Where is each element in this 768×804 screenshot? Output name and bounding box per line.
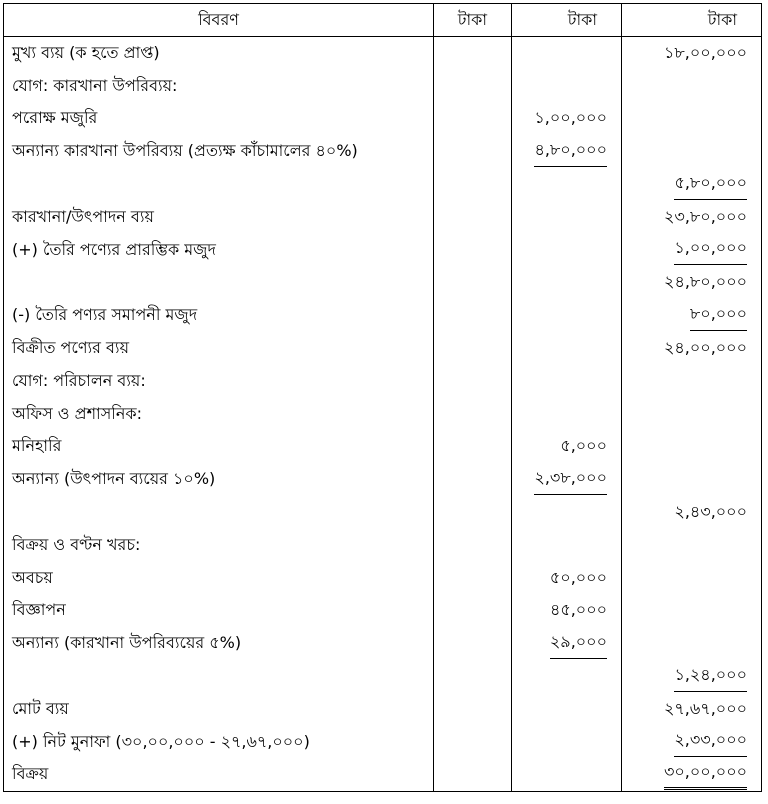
- row-amount-3-cell: [622, 595, 762, 628]
- table-row: [4, 365, 762, 398]
- row-description: (-) তৈরি পণ্যর সমাপনী মজুদ: [12, 305, 198, 325]
- row-description-cell: [4, 759, 434, 792]
- row-amount-2-cell: [512, 431, 622, 464]
- row-amount-2-cell: [512, 201, 622, 234]
- row-amount-3-cell: [622, 135, 762, 168]
- row-amount-2-cell: [512, 660, 622, 693]
- row-amount-3-cell: [622, 332, 762, 365]
- table-row: [4, 168, 762, 201]
- row-amount-2-cell: [512, 398, 622, 431]
- header-amount-2: টাকা: [512, 4, 622, 37]
- row-amount-3: ২৭,৬৭,০০০: [664, 698, 747, 718]
- row-amount-2-cell: [512, 562, 622, 595]
- row-amount-2-cell: [512, 267, 622, 300]
- header-amount-3: টাকা: [622, 4, 762, 37]
- header-amount-1: টাকা: [434, 4, 512, 37]
- row-amount-3-cell: [622, 627, 762, 660]
- row-amount-1-cell: [434, 234, 512, 267]
- table-row: [4, 398, 762, 431]
- row-amount-2: ৪৫,০০০: [549, 600, 607, 620]
- row-amount-2-cell: [512, 234, 622, 267]
- row-amount-1-cell: [434, 70, 512, 103]
- row-amount-2-cell: [512, 496, 622, 529]
- row-description-cell: [4, 332, 434, 365]
- row-amount-3: ১,০০,০০০: [674, 235, 747, 265]
- table-row: [4, 135, 762, 168]
- row-amount-3-cell: [622, 431, 762, 464]
- row-description-cell: [4, 726, 434, 759]
- row-amount-1-cell: [434, 267, 512, 300]
- row-amount-1-cell: [434, 660, 512, 693]
- table-row: [4, 529, 762, 562]
- row-description-cell: [4, 103, 434, 136]
- table-row: [4, 70, 762, 103]
- row-description: (+) নিট মুনাফা (৩০,০০,০০০ - ২৭,৬৭,০০০): [12, 731, 310, 751]
- row-description-cell: [4, 234, 434, 267]
- row-amount-3: ১,২৪,০০০: [674, 662, 747, 692]
- row-amount-1-cell: [434, 431, 512, 464]
- row-amount-3-cell: [622, 168, 762, 201]
- row-amount-3-cell: [622, 398, 762, 431]
- row-amount-1-cell: [434, 299, 512, 332]
- table-row: [4, 496, 762, 529]
- row-amount-2: ৫০,০০০: [549, 567, 607, 587]
- row-description-cell: [4, 168, 434, 201]
- row-amount-2-cell: [512, 595, 622, 628]
- row-amount-1-cell: [434, 135, 512, 168]
- row-description: যোগ: পরিচালন ব্যয়:: [12, 370, 146, 390]
- row-description-cell: [4, 398, 434, 431]
- table-body: [4, 37, 762, 792]
- row-description-cell: [4, 496, 434, 529]
- row-description: যোগ: কারখানা উপরিব্যয়:: [12, 75, 178, 95]
- row-amount-1-cell: [434, 693, 512, 726]
- row-description: বিক্রয় ও বণ্টন খরচ:: [12, 534, 141, 554]
- row-description: মোট ব্যয়: [12, 698, 69, 718]
- row-description: অন্যান্য কারখানা উপরিব্যয় (প্রত্যক্ষ কাঁচামালের ৪০%): [12, 141, 358, 161]
- row-amount-3-cell: [622, 267, 762, 300]
- cost-statement: [3, 3, 761, 798]
- row-amount-3-cell: [622, 103, 762, 136]
- row-description: মনিহারি: [12, 436, 62, 456]
- row-amount-3: ১৮,০০,০০০: [664, 42, 747, 62]
- row-amount-2-cell: [512, 463, 622, 496]
- row-description: অন্যান্য (কারখানা উপরিব্যয়ের ৫%): [12, 633, 242, 653]
- table-row: [4, 726, 762, 759]
- table-row: [4, 660, 762, 693]
- row-amount-3-cell: [622, 365, 762, 398]
- row-description: বিজ্ঞাপন: [12, 600, 66, 620]
- row-amount-3: ২৩,৮০,০০০: [664, 206, 747, 226]
- row-amount-2: ২,৩৮,০০০: [534, 465, 607, 495]
- row-amount-1-cell: [434, 365, 512, 398]
- row-amount-3: ৮০,০০০: [690, 301, 747, 331]
- row-amount-3-cell: [622, 463, 762, 496]
- row-amount-1-cell: [434, 332, 512, 365]
- row-amount-2-cell: [512, 726, 622, 759]
- row-amount-1-cell: [434, 496, 512, 529]
- table-row: [4, 693, 762, 726]
- row-description: মুখ্য ব্যয় (ক হতে প্রাপ্ত): [12, 42, 160, 62]
- row-amount-2-cell: [512, 365, 622, 398]
- row-amount-3-cell: [622, 759, 762, 792]
- table-row: [4, 37, 762, 70]
- row-amount-3: ২,৪৩,০০০: [674, 502, 747, 522]
- row-amount-1-cell: [434, 627, 512, 660]
- row-description-cell: [4, 660, 434, 693]
- row-amount-2-cell: [512, 529, 622, 562]
- row-amount-2-cell: [512, 299, 622, 332]
- row-amount-1-cell: [434, 726, 512, 759]
- cost-statement-table: [3, 3, 762, 792]
- row-amount-3: ৫,৮০,০০০: [674, 170, 747, 200]
- row-amount-2-cell: [512, 627, 622, 660]
- row-amount-1-cell: [434, 103, 512, 136]
- row-description-cell: [4, 70, 434, 103]
- row-description-cell: [4, 431, 434, 464]
- row-amount-2-cell: [512, 693, 622, 726]
- table-row: [4, 759, 762, 792]
- row-amount-1-cell: [434, 595, 512, 628]
- row-amount-2-cell: [512, 135, 622, 168]
- row-amount-3-cell: [622, 562, 762, 595]
- row-description-cell: [4, 562, 434, 595]
- row-description: কারখানা/উৎপাদন ব্যয়: [12, 206, 154, 226]
- table-row: [4, 431, 762, 464]
- row-description-cell: [4, 627, 434, 660]
- row-amount-2-cell: [512, 168, 622, 201]
- row-description: অবচয়: [12, 567, 53, 587]
- row-description: অন্যান্য (উৎপাদন ব্যয়ের ১০%): [12, 469, 216, 489]
- table-row: [4, 332, 762, 365]
- row-description-cell: [4, 595, 434, 628]
- row-amount-3: ২৪,৮০,০০০: [664, 272, 747, 292]
- row-amount-2: ৫,০০০: [560, 436, 607, 456]
- table-row: [4, 267, 762, 300]
- row-amount-2: ২৯,০০০: [550, 629, 607, 659]
- row-description-cell: [4, 463, 434, 496]
- row-amount-1-cell: [434, 562, 512, 595]
- table-row: [4, 595, 762, 628]
- row-amount-3-cell: [622, 37, 762, 70]
- header-row: [4, 4, 762, 37]
- row-amount-1-cell: [434, 37, 512, 70]
- row-amount-1-cell: [434, 463, 512, 496]
- row-description-cell: [4, 365, 434, 398]
- row-amount-3: ২,৩৩,০০০: [674, 727, 747, 757]
- row-amount-2-cell: [512, 332, 622, 365]
- row-amount-3-cell: [622, 693, 762, 726]
- row-description-cell: [4, 693, 434, 726]
- row-description-cell: [4, 135, 434, 168]
- table-row: [4, 562, 762, 595]
- row-amount-3-cell: [622, 70, 762, 103]
- row-description-cell: [4, 299, 434, 332]
- row-description-cell: [4, 37, 434, 70]
- row-amount-3-cell: [622, 496, 762, 529]
- table-row: [4, 299, 762, 332]
- table-row: [4, 201, 762, 234]
- row-amount-3-cell: [622, 660, 762, 693]
- table-row: [4, 463, 762, 496]
- row-description: অফিস ও প্রশাসনিক:: [12, 403, 142, 423]
- row-amount-3: ২৪,০০,০০০: [664, 338, 747, 358]
- row-description-cell: [4, 201, 434, 234]
- row-amount-1-cell: [434, 529, 512, 562]
- row-amount-1-cell: [434, 398, 512, 431]
- row-amount-2-cell: [512, 759, 622, 792]
- table-row: [4, 627, 762, 660]
- row-amount-2: ৪,৮০,০০০: [534, 137, 607, 167]
- header-particulars: বিবরণ: [4, 4, 434, 37]
- row-amount-2: ১,০০,০০০: [534, 108, 607, 128]
- row-amount-2-cell: [512, 37, 622, 70]
- row-description: বিক্রীত পণ্যের ব্যয়: [12, 338, 129, 358]
- table-row: [4, 234, 762, 267]
- row-amount-3-cell: [622, 201, 762, 234]
- row-amount-3: ৩০,০০,০০০: [664, 759, 747, 790]
- row-amount-1-cell: [434, 168, 512, 201]
- row-amount-1-cell: [434, 201, 512, 234]
- row-description-cell: [4, 529, 434, 562]
- row-amount-2-cell: [512, 103, 622, 136]
- row-description: বিক্রয়: [12, 764, 49, 784]
- row-description: (+) তৈরি পণ্যের প্রারম্ভিক মজুদ: [12, 239, 216, 259]
- row-amount-3-cell: [622, 726, 762, 759]
- row-description-cell: [4, 267, 434, 300]
- table-row: [4, 103, 762, 136]
- row-amount-3-cell: [622, 529, 762, 562]
- row-amount-3-cell: [622, 234, 762, 267]
- row-amount-2-cell: [512, 70, 622, 103]
- row-amount-1-cell: [434, 759, 512, 792]
- row-amount-3-cell: [622, 299, 762, 332]
- row-description: পরোক্ষ মজুরি: [12, 108, 98, 128]
